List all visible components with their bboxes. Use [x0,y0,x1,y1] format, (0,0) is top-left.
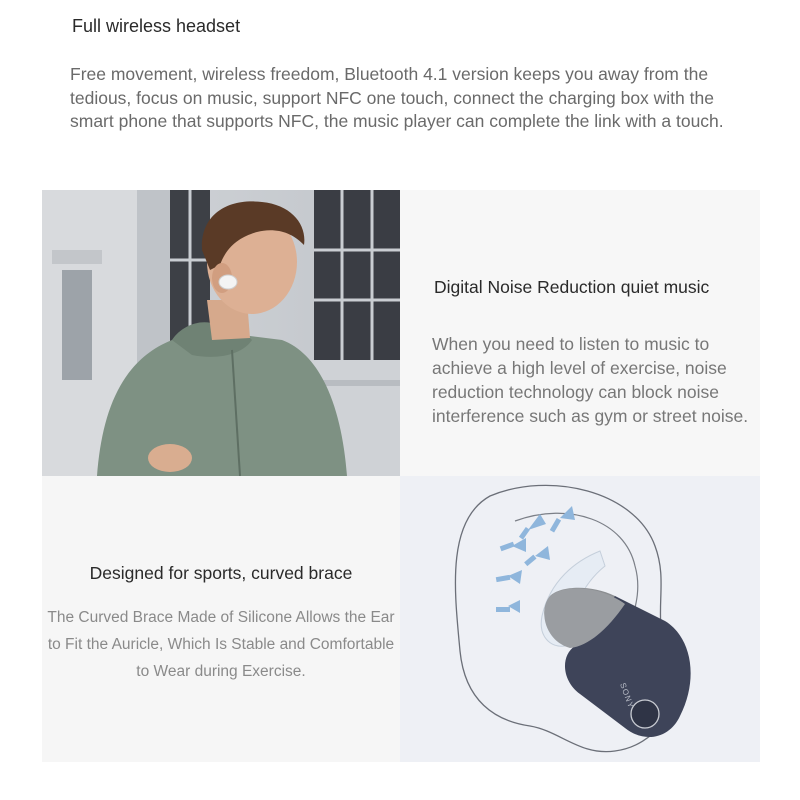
noise-reduction-description: When you need to listen to music to achieve a high level of exercise, noise reduction technology can block noise interference such as gym or street noise. [432,334,749,426]
sports-design-title: Designed for sports, curved brace [89,563,353,583]
noise-reduction-section [400,190,760,476]
lifestyle-photo [42,190,400,476]
sports-design-section [42,476,400,762]
sports-design-description: The Curved Brace Made of Silicone Allows the Ear to Fit the Auricle, Which Is Stable and Comfortable to Wear during Exercise. [47,609,395,680]
intro-description: Free movement, wireless freedom, Bluetooth 4.1 version keeps you away from the tedious, focus on music, support NFC one touch, connect the charging box with the smart phone that supports NFC, the music player can complete the link with a touch. [70,64,724,131]
intro-title: Full wireless headset [72,16,241,36]
noise-reduction-title: Digital Noise Reduction quiet music [434,277,710,297]
earbud-illustration [400,476,760,762]
brand-mark: SONY [618,681,636,710]
